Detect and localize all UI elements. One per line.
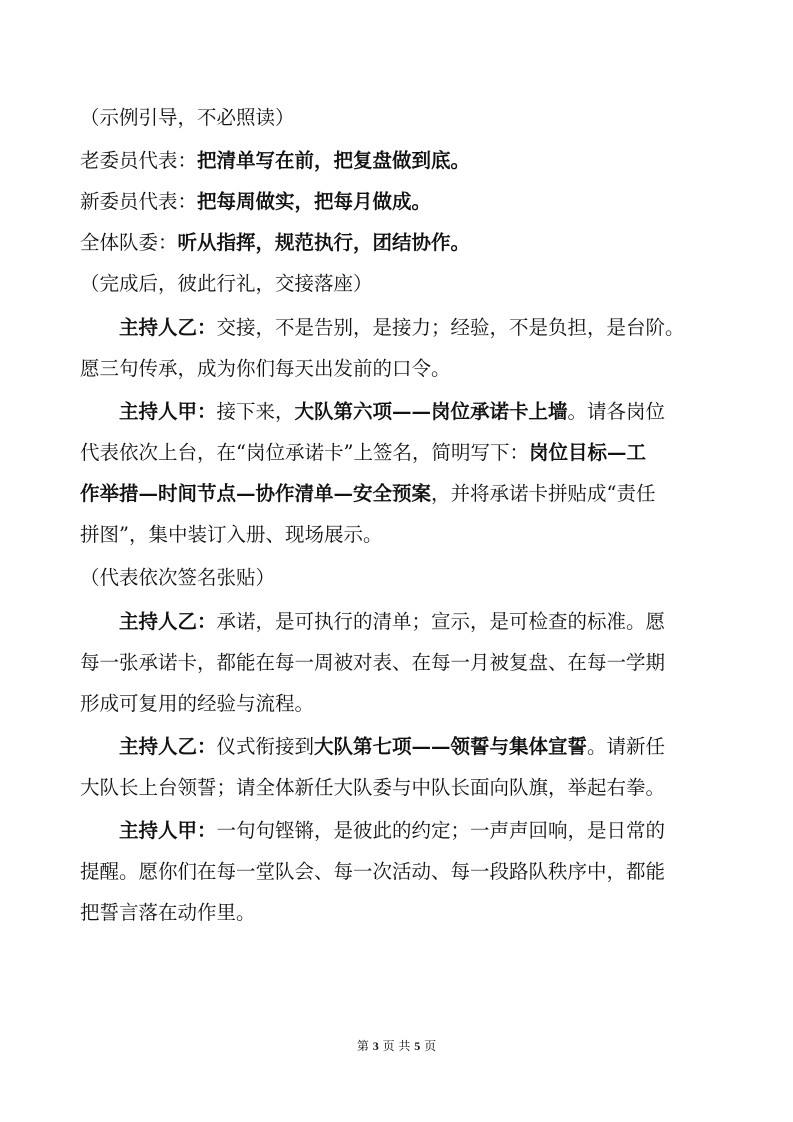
paragraph-line: 提醒。愿你们在每一堂队会、每一次活动、每一段路队秩序中，都能 — [80, 860, 666, 883]
speaker-label: 全体队委： — [80, 231, 178, 254]
speaker-label: 新委员代表： — [80, 190, 198, 213]
speaker-label: 主持人乙： — [119, 610, 217, 633]
speaker-label: 主持人乙： — [119, 735, 217, 758]
line-all-members — [80, 230, 720, 256]
line-old-member — [80, 148, 720, 174]
paragraph-line: 形成可复用的经验与流程。 — [80, 692, 315, 715]
host-b-line-1: 主持人乙：交接，不是告别，是接力；经验，不是负担，是台阶。 — [119, 316, 685, 339]
paragraph-line: 拼图”，集中装订入册、现场展示。 — [80, 523, 383, 546]
host-b-line-2: 主持人乙：承诺，是可执行的清单；宣示，是可检查的标准。愿 — [119, 610, 666, 633]
line-new-member — [80, 189, 720, 215]
speaker-label: 老委员代表： — [80, 149, 198, 172]
page-number: 3 — [372, 1039, 379, 1053]
paragraph-line: 作举措—时间节点—协作清单—安全预案，并将承诺卡拼贴成“责任 — [80, 482, 656, 505]
paragraph-line: 大队长上台领誓；请全体新任大队委与中队长面向队旗，举起右拳。 — [80, 776, 666, 799]
bold-text: 岗位目标—工 — [528, 441, 646, 464]
paragraph-line: 每一张承诺卡，都能在每一周被对表、在每一月被复盘、在每一学期 — [80, 651, 666, 674]
stage-direction-2: （完成后，彼此行礼，交接落座） — [80, 272, 373, 295]
speaker-label: 主持人甲： — [119, 400, 217, 423]
bold-text: 大队第六项——岗位承诺卡上墙 — [294, 400, 568, 423]
bold-text: 作举措—时间节点—协作清单—安全预案 — [80, 482, 432, 505]
bold-text: 把清单写在前，把复盘做到底。 — [197, 149, 471, 172]
bold-text: 把每周做实，把每月做成。 — [197, 190, 432, 213]
bold-text: 听从指挥，规范执行，团结协作。 — [177, 231, 471, 254]
paragraph-line: 把誓言落在动作里。 — [80, 901, 256, 924]
bold-text: 大队第七项——领誓与集体宣誓 — [314, 735, 588, 758]
host-b-line-3: 主持人乙：仪式衔接到大队第七项——领誓与集体宣誓。请新任 — [119, 735, 666, 758]
host-a-line-2: 主持人甲：一句句铿锵，是彼此的约定；一声声回响，是日常的 — [119, 819, 666, 842]
total-pages: 5 — [414, 1039, 421, 1053]
page-footer: 第 3 页 共 5 页 — [356, 1039, 437, 1053]
host-a-line-1: 主持人甲：接下来，大队第六项——岗位承诺卡上墙。请各岗位 — [119, 400, 666, 423]
paragraph-line: 愿三句传承，成为你们每天出发前的口令。 — [80, 357, 451, 380]
stage-direction-1: （示例引导，不必照读） — [80, 106, 295, 129]
paragraph-line: 代表依次上台，在“岗位承诺卡”上签名，简明写下：岗位目标—工 — [80, 441, 646, 464]
speaker-label: 主持人甲： — [119, 819, 217, 842]
speaker-label: 主持人乙： — [119, 316, 217, 339]
stage-direction-3: （代表依次签名张贴） — [80, 566, 276, 589]
